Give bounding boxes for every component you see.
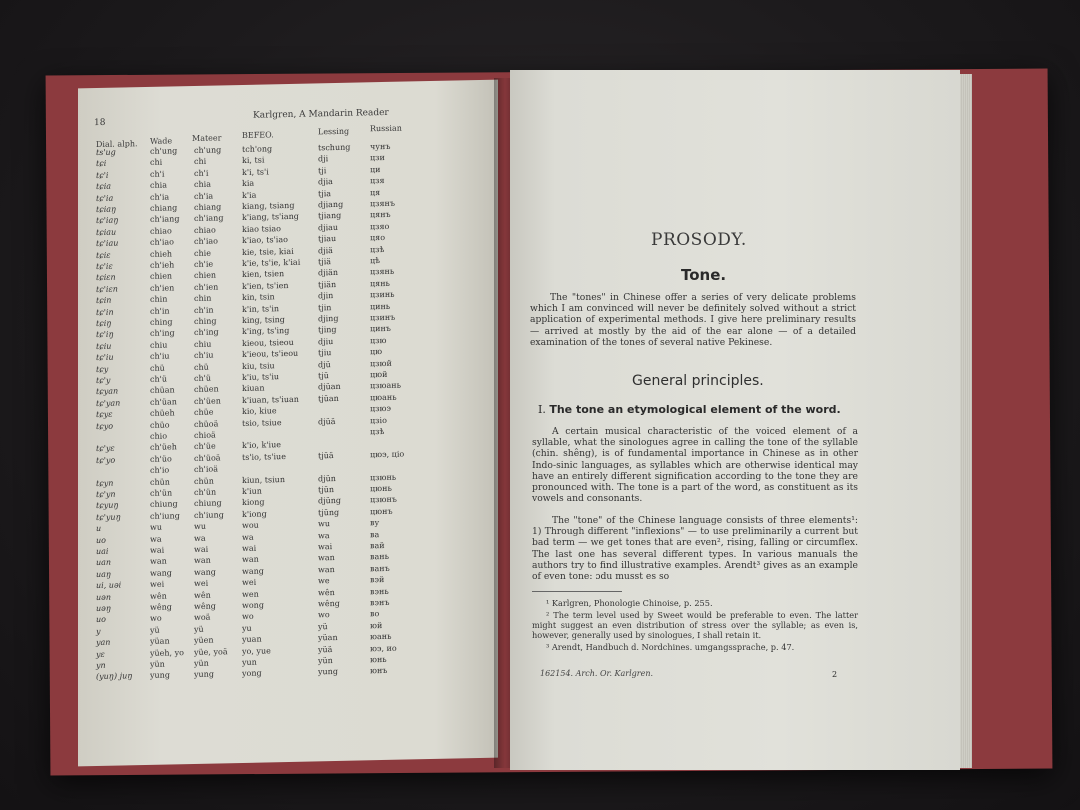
- table-cell: kia: [242, 178, 255, 189]
- table-cell: wên: [318, 587, 335, 597]
- table-cell: (yuŋ) juŋ: [96, 671, 133, 682]
- table-cell: wai: [150, 545, 165, 555]
- table-cell: chüo: [150, 420, 170, 430]
- table-cell: chien: [150, 271, 173, 282]
- table-cell: tjiu: [318, 348, 332, 358]
- table-cell: chiu: [194, 339, 212, 349]
- table-cell: цзѣ: [370, 244, 385, 254]
- table-cell: tjing: [318, 325, 337, 335]
- table-cell: цюй: [370, 369, 388, 380]
- table-cell: k'iu, ts'iu: [242, 372, 280, 382]
- table-cell: uaŋ: [96, 569, 112, 579]
- table-cell: цинь: [370, 301, 391, 311]
- table-cell: ching: [150, 317, 173, 327]
- table-cell: цю: [370, 347, 383, 357]
- table-cell: yo, yue: [242, 645, 271, 656]
- table-cell: djün: [318, 473, 336, 483]
- table-cell: вэнь: [370, 586, 389, 596]
- table-cell: ch'üoä: [194, 453, 221, 463]
- table-cell: юэ, ио: [370, 643, 397, 653]
- table-cell: tɕ'iŋ: [96, 330, 114, 340]
- table-cell: tjia: [318, 188, 332, 198]
- table-cell: chiao: [194, 225, 216, 235]
- table-cell: tɕ'yan: [96, 398, 121, 408]
- table-cell: tjüng: [318, 507, 340, 518]
- table-cell: yung: [194, 669, 214, 680]
- table-cell: tch'ong: [242, 144, 273, 154]
- table-cell: chüen: [194, 384, 219, 395]
- table-cell: wa: [150, 534, 162, 544]
- table-cell: k'i, ts'i: [242, 167, 269, 177]
- table-cell: ts'io, ts'iue: [242, 451, 286, 462]
- table-cell: чунъ: [370, 141, 391, 152]
- table-cell: djiau: [318, 222, 339, 233]
- table-cell: we: [318, 576, 330, 586]
- table-cell: ch'üeh: [150, 442, 177, 453]
- table-cell: kiao tsiao: [242, 223, 281, 234]
- table-cell: chüe: [194, 407, 214, 418]
- table-cell: ch'in: [150, 306, 170, 316]
- table-cell: во: [370, 609, 380, 619]
- table-cell: wei: [150, 579, 165, 590]
- table-cell: uai: [96, 546, 109, 557]
- table-cell: ts'ug: [96, 147, 116, 158]
- table-cell: tɕyn: [96, 478, 114, 488]
- footnote-rule: [532, 591, 622, 592]
- paragraph-1: A certain musical characteristic of the voiced element of a syllable, what the sinologues agree in calling the tone of the syllable (chin. shêng), is of fundamental importance in Chinese as in other Indo-sinic languages, as syllables which are otherwise identical may have an entirely different signification according to the tone they are pronounced with. The tone is a part of the word, as constituent as its vowels and consonants.: [532, 426, 858, 505]
- table-cell: k'ie, ts'ie, k'iai: [242, 257, 301, 268]
- table-cell: chien: [194, 270, 217, 281]
- table-cell: wei: [242, 577, 257, 588]
- table-cell: tɕ'yɛ: [96, 444, 115, 454]
- table-cell: kiong: [242, 497, 265, 508]
- table-cell: ki, tsi: [242, 155, 265, 166]
- table-cell: k'iuan, ts'iuan: [242, 394, 299, 405]
- table-cell: wan: [150, 556, 167, 567]
- table-cell: k'ieou, ts'ieou: [242, 348, 299, 360]
- left-page: [78, 80, 498, 767]
- table-cell: yong: [242, 668, 262, 679]
- table-cell: yü: [318, 621, 328, 632]
- footnote-3: ³ Arendt, Handbuch d. Nordchines. umgangssprache, p. 47.: [546, 642, 795, 652]
- table-cell: k'ien, ts'ien: [242, 280, 289, 291]
- table-cell: ch'iao: [194, 236, 218, 247]
- table-cell: ch'ia: [194, 191, 214, 201]
- table-cell: kiuan: [242, 383, 265, 394]
- table-cell: k'iong: [242, 509, 267, 519]
- table-cell: ch'iao: [150, 237, 174, 248]
- table-cell: djia: [318, 177, 333, 187]
- table-cell: chiang: [194, 202, 222, 212]
- table-cell: цюнь: [370, 483, 392, 494]
- section-heading: [538, 403, 841, 416]
- table-cell: ch'ia: [150, 192, 170, 202]
- table-cell: chü: [194, 362, 209, 372]
- table-cell: wong: [242, 600, 264, 610]
- section-number: I.: [538, 403, 546, 416]
- table-cell: цзѣ: [370, 426, 385, 437]
- table-cell: цзи: [370, 153, 385, 163]
- table-cell: chün: [150, 477, 170, 487]
- table-cell: юнь: [370, 654, 387, 665]
- table-cell: yuan: [242, 634, 262, 645]
- table-cell: tjiä: [318, 257, 332, 267]
- table-cell: wu: [194, 521, 206, 532]
- table-cell: wang: [194, 567, 216, 577]
- table-cell: wan: [318, 553, 335, 563]
- table-cell: wêng: [318, 598, 340, 609]
- section-subtitle: Tone.: [681, 266, 727, 284]
- table-cell: wa: [194, 533, 206, 543]
- table-cell: kie, tsie, kiai: [242, 246, 294, 257]
- table-cell: ву: [370, 518, 380, 528]
- table-cell: uan: [96, 558, 112, 568]
- table-cell: tɕiɛn: [96, 272, 116, 283]
- table-cell: chio: [150, 431, 168, 441]
- table-cell: ch'ü: [150, 374, 167, 384]
- table-cell: chin: [150, 294, 168, 305]
- table-cell: tɕ'i: [96, 170, 109, 180]
- table-cell: ch'ien: [194, 282, 219, 292]
- table-cell: цзюэ: [370, 404, 391, 414]
- table-cell: kieou, tsieou: [242, 337, 294, 348]
- table-cell: ch'ioä: [194, 464, 218, 475]
- table-cell: wo: [242, 612, 254, 622]
- table-cell: ui, uəi: [96, 580, 122, 591]
- table-cell: tɕy: [96, 364, 109, 374]
- table-cell: yü: [194, 624, 204, 634]
- table-cell: yun: [242, 657, 257, 667]
- table-cell: цзюань: [370, 381, 401, 391]
- table-cell: uo: [96, 615, 106, 625]
- table-cell: ch'iang: [150, 214, 180, 225]
- table-cell: tɕia: [96, 181, 112, 192]
- table-cell: tschung: [318, 142, 351, 153]
- table-cell: ch'ing: [194, 327, 219, 338]
- table-cell: юй: [370, 620, 383, 631]
- table-cell: ch'ün: [150, 488, 173, 498]
- table-cell: chia: [150, 180, 167, 191]
- table-cell: ця: [370, 187, 381, 197]
- table-cell: цзинъ: [370, 312, 396, 323]
- table-cell: yün: [318, 656, 333, 666]
- table-cell: yan: [96, 637, 111, 648]
- table-cell: wan: [194, 556, 211, 566]
- col-header: Lessing: [318, 126, 350, 137]
- footnote-2: ² The term level used by Sweet would be preferable to even. The latter might suggest an even distribution of stress over the syllable; as even is, however, generally used by sinologues, I shall retain it.: [532, 610, 858, 640]
- table-cell: tjün: [318, 485, 334, 495]
- table-cell: djiän: [318, 268, 339, 278]
- table-cell: djü: [318, 359, 331, 369]
- table-cell: wa: [318, 530, 330, 540]
- intro-paragraph: The "tones" in Chinese offer a series of very delicate problems which I am convinced will never be definitely solved without a strict application of experimental methods. I give here preliminary results — arrived at mostly by the aid of the ear alone — of a detailed examination of the tones of several native Pekinese.: [530, 292, 856, 348]
- table-cell: tjüä: [318, 450, 334, 461]
- table-cell: wu: [150, 522, 162, 533]
- table-cell: tɕ'in: [96, 307, 114, 317]
- table-cell: uəŋ: [96, 603, 112, 614]
- table-cell: kiu, tsiu: [242, 360, 275, 371]
- table-cell: tɕiɛ: [96, 250, 111, 260]
- table-cell: yün: [194, 658, 209, 668]
- table-cell: цзюнъ: [370, 495, 397, 505]
- table-cell: yüan: [318, 633, 338, 643]
- table-cell: tjiang: [318, 211, 342, 221]
- table-cell: цинъ: [370, 324, 391, 334]
- table-cell: djiang: [318, 199, 344, 210]
- section-title: The tone an etymological element of the word.: [549, 403, 841, 416]
- table-cell: yn: [96, 660, 106, 671]
- paragraph-2: The "tone" of the Chinese language consists of three elements¹: 1) Through different "inflexions" — to use preliminarily a current but bad term — we get tones that are even², rising, falling or circumflex. The last one has several different types. In various manuals the authors try to find illustrative examples. Arendt³ gives as an example of even tone: ɔdu musst es so: [532, 515, 858, 583]
- table-cell: yɛ: [96, 649, 105, 659]
- table-cell: tjiän: [318, 279, 337, 290]
- table-cell: ch'i: [150, 169, 165, 179]
- table-cell: kiun, tsiun: [242, 474, 285, 485]
- table-cell: yüan: [150, 636, 170, 647]
- table-cell: цюнъ: [370, 506, 393, 517]
- table-cell: цзинь: [370, 289, 395, 300]
- table-cell: цѣ: [370, 256, 380, 266]
- table-cell: tɕiu: [96, 341, 112, 351]
- table-cell: wan: [318, 564, 335, 575]
- table-cell: chiung: [194, 498, 222, 509]
- table-cell: цзюнь: [370, 472, 397, 482]
- table-cell: chün: [194, 476, 214, 486]
- table-cell: tjiau: [318, 234, 337, 244]
- page-title: PROSODY.: [651, 230, 747, 250]
- table-cell: tɕ'iu: [96, 352, 114, 363]
- table-cell: tɕ'yuŋ: [96, 512, 121, 522]
- table-cell: wên: [150, 591, 167, 601]
- table-cell: ch'üen: [194, 396, 221, 406]
- table-cell: k'in, ts'in: [242, 303, 280, 314]
- table-cell: chüeh: [150, 408, 175, 419]
- table-cell: ци: [370, 164, 381, 175]
- table-cell: ch'iu: [194, 350, 214, 361]
- table-cell: u: [96, 524, 102, 534]
- table-cell: wa: [242, 532, 254, 542]
- col-header: Mateer: [192, 133, 222, 144]
- running-head: Karlgren, A Mandarin Reader: [253, 107, 389, 121]
- table-cell: wo: [150, 614, 162, 624]
- table-cell: ch'üo: [150, 454, 172, 464]
- table-cell: tɕyan: [96, 386, 119, 397]
- table-cell: tɕyuŋ: [96, 500, 119, 511]
- table-cell: chi: [194, 157, 207, 167]
- col-header: Dial. alph.: [96, 139, 138, 150]
- table-cell: wên: [194, 590, 211, 600]
- table-cell: юань: [370, 632, 392, 642]
- table-cell: chüan: [150, 385, 175, 396]
- table-cell: uən: [96, 592, 112, 602]
- table-cell: yüen: [194, 635, 214, 646]
- table-cell: wai: [318, 542, 333, 552]
- table-cell: wan: [242, 555, 259, 565]
- table-cell: цзюй: [370, 358, 392, 368]
- table-cell: ch'in: [194, 305, 214, 315]
- table-cell: вань: [370, 552, 389, 562]
- table-cell: chie: [194, 248, 211, 258]
- table-cell: tji: [318, 165, 327, 176]
- table-cell: tjin: [318, 302, 332, 312]
- table-cell: yüe, yoä: [194, 646, 228, 657]
- table-cell: djüä: [318, 416, 336, 426]
- table-cell: djiä: [318, 245, 333, 255]
- table-cell: цзяо: [370, 221, 390, 232]
- table-cell: k'ia: [242, 190, 257, 200]
- table-cell: chiang: [150, 203, 178, 213]
- table-cell: woä: [194, 613, 211, 623]
- table-cell: kio, kiue: [242, 406, 277, 417]
- general-principles-heading: General principles.: [632, 373, 764, 389]
- table-cell: chi: [150, 158, 163, 168]
- table-cell: вэнъ: [370, 597, 390, 608]
- table-cell: wai: [194, 544, 209, 554]
- table-cell: yün: [150, 659, 165, 669]
- right-page: [510, 70, 960, 770]
- table-cell: wei: [194, 578, 209, 589]
- table-cell: tɕyo: [96, 421, 114, 431]
- table-cell: вэй: [370, 575, 385, 585]
- table-cell: цюань: [370, 392, 397, 403]
- table-cell: wêng: [150, 602, 172, 612]
- table-cell: chin: [194, 293, 212, 304]
- table-cell: uo: [96, 535, 106, 545]
- table-cell: tɕiaŋ: [96, 204, 117, 215]
- printer-signature: 162154. Arch. Or. Karlgren.: [540, 669, 654, 678]
- page-number: 18: [94, 117, 106, 129]
- table-cell: цянь: [370, 278, 390, 289]
- page-edges: [958, 74, 972, 768]
- table-cell: king, tsing: [242, 315, 285, 325]
- table-cell: tɕ'ia: [96, 193, 114, 203]
- table-cell: chü: [150, 363, 165, 373]
- table-cell: ch'ie: [194, 259, 214, 269]
- table-cell: ch'ung: [150, 146, 178, 156]
- table-cell: yüä: [318, 644, 333, 654]
- table-cell: tɕ'iɛ: [96, 261, 113, 272]
- table-cell: kien, tsien: [242, 269, 285, 280]
- col-header: Wade: [150, 136, 173, 146]
- table-cell: tɕ'iau: [96, 238, 119, 249]
- table-cell: ch'ün: [194, 487, 217, 497]
- table-cell: ch'ü: [194, 373, 211, 383]
- table-cell: chüoä: [194, 419, 219, 429]
- table-cell: tjüan: [318, 393, 339, 404]
- table-cell: djüng: [318, 496, 342, 506]
- table-cell: ch'iu: [150, 351, 170, 362]
- table-cell: ch'i: [194, 168, 209, 178]
- table-cell: djin: [318, 291, 334, 301]
- table-cell: y: [96, 626, 101, 636]
- table-cell: tɕ'yn: [96, 489, 116, 500]
- table-cell: djüan: [318, 382, 341, 392]
- table-cell: wai: [242, 543, 257, 553]
- table-cell: ванъ: [370, 563, 390, 574]
- table-cell: chiao: [150, 226, 172, 236]
- table-cell: djiu: [318, 336, 334, 347]
- table-cell: вай: [370, 540, 385, 551]
- table-cell: wêng: [194, 601, 216, 611]
- table-cell: tɕyɛ: [96, 409, 113, 420]
- table-cell: ch'ieh: [150, 260, 175, 270]
- table-cell: ch'ing: [150, 328, 175, 339]
- table-cell: цзіо: [370, 415, 387, 425]
- table-cell: цзянь: [370, 267, 395, 277]
- table-cell: ch'üe: [194, 441, 216, 452]
- table-cell: wen: [242, 589, 259, 599]
- table-cell: chieh: [150, 249, 173, 259]
- table-cell: chiung: [150, 499, 178, 510]
- table-cell: djing: [318, 313, 339, 324]
- table-cell: tɕ'iɛn: [96, 284, 118, 294]
- table-cell: wou: [242, 520, 259, 531]
- table-cell: wo: [318, 610, 330, 620]
- table-cell: k'ing, ts'ing: [242, 326, 290, 337]
- table-cell: chioä: [194, 430, 216, 440]
- table-cell: юнъ: [370, 666, 388, 676]
- table-cell: цянъ: [370, 210, 391, 220]
- table-cell: yü: [150, 625, 160, 635]
- table-cell: yüeh, yo: [150, 647, 184, 658]
- table-cell: tɕ'iaŋ: [96, 215, 119, 226]
- table-cell: chia: [194, 179, 211, 190]
- table-cell: k'iang, ts'iang: [242, 212, 299, 223]
- table-cell: ch'iung: [150, 511, 180, 521]
- footnote-1: ¹ Karlgren, Phonologie Chinoise, p. 255.: [546, 598, 713, 608]
- col-header: Russian: [370, 123, 402, 134]
- table-cell: ch'ien: [150, 283, 175, 293]
- table-cell: ch'iang: [194, 213, 224, 224]
- table-cell: k'iun: [242, 486, 262, 496]
- table-cell: ch'io: [150, 465, 170, 476]
- table-cell: yung: [318, 667, 338, 677]
- table-cell: ch'ung: [194, 145, 222, 155]
- table-cell: kin, tsin: [242, 292, 275, 303]
- table-cell: ва: [370, 529, 380, 539]
- table-cell: tɕ'y: [96, 375, 111, 386]
- table-cell: tɕi: [96, 159, 107, 169]
- table-cell: tjü: [318, 371, 329, 381]
- table-cell: wang: [150, 568, 172, 578]
- table-cell: цзянъ: [370, 198, 395, 209]
- table-cell: tɕiau: [96, 227, 117, 237]
- table-cell: ching: [194, 316, 217, 326]
- table-cell: цзю: [370, 335, 387, 346]
- table-cell: цюэ, цio: [370, 449, 405, 460]
- table-cell: wu: [318, 519, 330, 529]
- table-cell: k'io, k'iue: [242, 440, 281, 451]
- table-cell: цяо: [370, 233, 386, 243]
- table-cell: k'iao, ts'iao: [242, 235, 288, 246]
- table-cell: wang: [242, 566, 264, 576]
- table-cell: yu: [242, 623, 252, 633]
- table-cell: tɕin: [96, 295, 112, 306]
- table-cell: tɕ'yo: [96, 455, 116, 465]
- col-header: BEFEO.: [242, 130, 274, 140]
- table-cell: chiu: [150, 340, 168, 350]
- table-cell: цзя: [370, 176, 385, 186]
- table-cell: tsio, tsiue: [242, 417, 282, 428]
- table-cell: ch'üan: [150, 397, 177, 407]
- table-cell: ch'iung: [194, 510, 224, 520]
- page-mark: 2: [832, 670, 838, 679]
- table-cell: kiang, tsiang: [242, 200, 295, 211]
- table-cell: yung: [150, 670, 170, 681]
- table-cell: dji: [318, 154, 329, 164]
- table-cell: tɕiŋ: [96, 318, 112, 329]
